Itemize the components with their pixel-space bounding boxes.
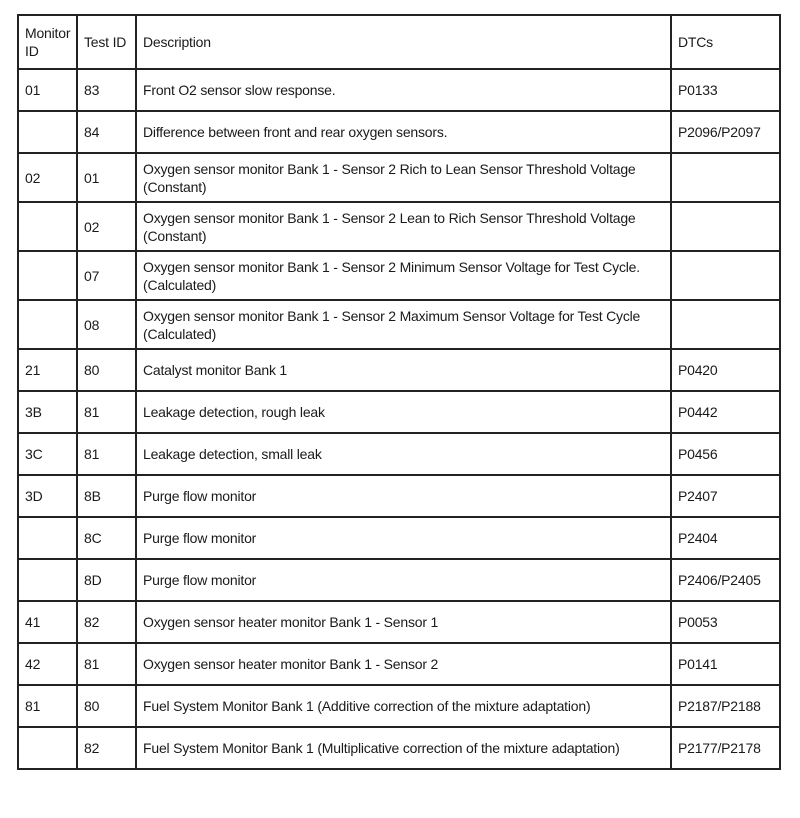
cell-description: Purge flow monitor	[136, 475, 671, 517]
cell-monitor-id: 01	[18, 69, 77, 111]
table-row	[18, 517, 780, 559]
header-monitor-id: Monitor ID	[18, 15, 77, 69]
table-row	[18, 69, 780, 111]
cell-dtcs: P0442	[671, 391, 780, 433]
cell-description: Leakage detection, rough leak	[136, 391, 671, 433]
cell-monitor-id	[18, 517, 77, 559]
cell-dtcs: P0133	[671, 69, 780, 111]
cell-monitor-id: 3C	[18, 433, 77, 475]
cell-monitor-id	[18, 111, 77, 153]
table-row	[18, 685, 780, 727]
cell-dtcs: P2096/P2097	[671, 111, 780, 153]
cell-monitor-id	[18, 727, 77, 769]
cell-monitor-id: 02	[18, 153, 77, 202]
table-row	[18, 111, 780, 153]
cell-test-id: 81	[77, 433, 136, 475]
header-test-id: Test ID	[77, 15, 136, 69]
cell-test-id: 80	[77, 349, 136, 391]
cell-description: Leakage detection, small leak	[136, 433, 671, 475]
cell-monitor-id: 81	[18, 685, 77, 727]
table-row	[18, 601, 780, 643]
cell-description: Front O2 sensor slow response.	[136, 69, 671, 111]
cell-dtcs	[671, 251, 780, 300]
cell-monitor-id: 41	[18, 601, 77, 643]
cell-dtcs: P0420	[671, 349, 780, 391]
cell-dtcs	[671, 153, 780, 202]
table-row	[18, 349, 780, 391]
cell-test-id: 07	[77, 251, 136, 300]
cell-monitor-id: 3D	[18, 475, 77, 517]
table-row	[18, 300, 780, 349]
cell-description: Oxygen sensor heater monitor Bank 1 - Sensor 2	[136, 643, 671, 685]
cell-description: Purge flow monitor	[136, 559, 671, 601]
cell-description: Fuel System Monitor Bank 1 (Additive correction of the mixture adaptation)	[136, 685, 671, 727]
cell-monitor-id	[18, 559, 77, 601]
cell-description: Purge flow monitor	[136, 517, 671, 559]
cell-test-id: 80	[77, 685, 136, 727]
cell-dtcs: P2404	[671, 517, 780, 559]
cell-dtcs: P2177/P2178	[671, 727, 780, 769]
table-row	[18, 202, 780, 251]
cell-dtcs: P2406/P2405	[671, 559, 780, 601]
cell-test-id: 02	[77, 202, 136, 251]
header-description: Description	[136, 15, 671, 69]
cell-test-id: 08	[77, 300, 136, 349]
cell-description: Oxygen sensor monitor Bank 1 - Sensor 2 Rich to Lean Sensor Threshold Voltage (Constant)	[136, 153, 671, 202]
cell-dtcs: P2407	[671, 475, 780, 517]
cell-dtcs	[671, 202, 780, 251]
cell-dtcs: P0053	[671, 601, 780, 643]
cell-dtcs: P0456	[671, 433, 780, 475]
cell-description: Oxygen sensor monitor Bank 1 - Sensor 2 Minimum Sensor Voltage for Test Cycle. (Calculated)	[136, 251, 671, 300]
header-dtcs: DTCs	[671, 15, 780, 69]
cell-monitor-id	[18, 251, 77, 300]
table-row	[18, 643, 780, 685]
cell-test-id: 81	[77, 391, 136, 433]
cell-test-id: 83	[77, 69, 136, 111]
cell-dtcs: P0141	[671, 643, 780, 685]
cell-monitor-id	[18, 202, 77, 251]
cell-test-id: 82	[77, 727, 136, 769]
cell-test-id: 8B	[77, 475, 136, 517]
monitor-test-table	[17, 14, 781, 770]
cell-monitor-id	[18, 300, 77, 349]
table-row	[18, 153, 780, 202]
cell-description: Difference between front and rear oxygen sensors.	[136, 111, 671, 153]
cell-description: Oxygen sensor monitor Bank 1 - Sensor 2 Lean to Rich Sensor Threshold Voltage (Constant)	[136, 202, 671, 251]
cell-test-id: 82	[77, 601, 136, 643]
table-row	[18, 559, 780, 601]
cell-test-id: 8D	[77, 559, 136, 601]
cell-description: Catalyst monitor Bank 1	[136, 349, 671, 391]
cell-description: Oxygen sensor monitor Bank 1 - Sensor 2 Maximum Sensor Voltage for Test Cycle (Calculated)	[136, 300, 671, 349]
table-row	[18, 433, 780, 475]
cell-monitor-id: 42	[18, 643, 77, 685]
cell-description: Fuel System Monitor Bank 1 (Multiplicative correction of the mixture adaptation)	[136, 727, 671, 769]
cell-test-id: 8C	[77, 517, 136, 559]
cell-dtcs: P2187/P2188	[671, 685, 780, 727]
table-row	[18, 475, 780, 517]
cell-monitor-id: 3B	[18, 391, 77, 433]
cell-monitor-id: 21	[18, 349, 77, 391]
table-row	[18, 251, 780, 300]
table-header-row	[18, 15, 780, 69]
cell-dtcs	[671, 300, 780, 349]
cell-test-id: 01	[77, 153, 136, 202]
cell-description: Oxygen sensor heater monitor Bank 1 - Sensor 1	[136, 601, 671, 643]
table-row	[18, 391, 780, 433]
cell-test-id: 84	[77, 111, 136, 153]
cell-test-id: 81	[77, 643, 136, 685]
table-row	[18, 727, 780, 769]
